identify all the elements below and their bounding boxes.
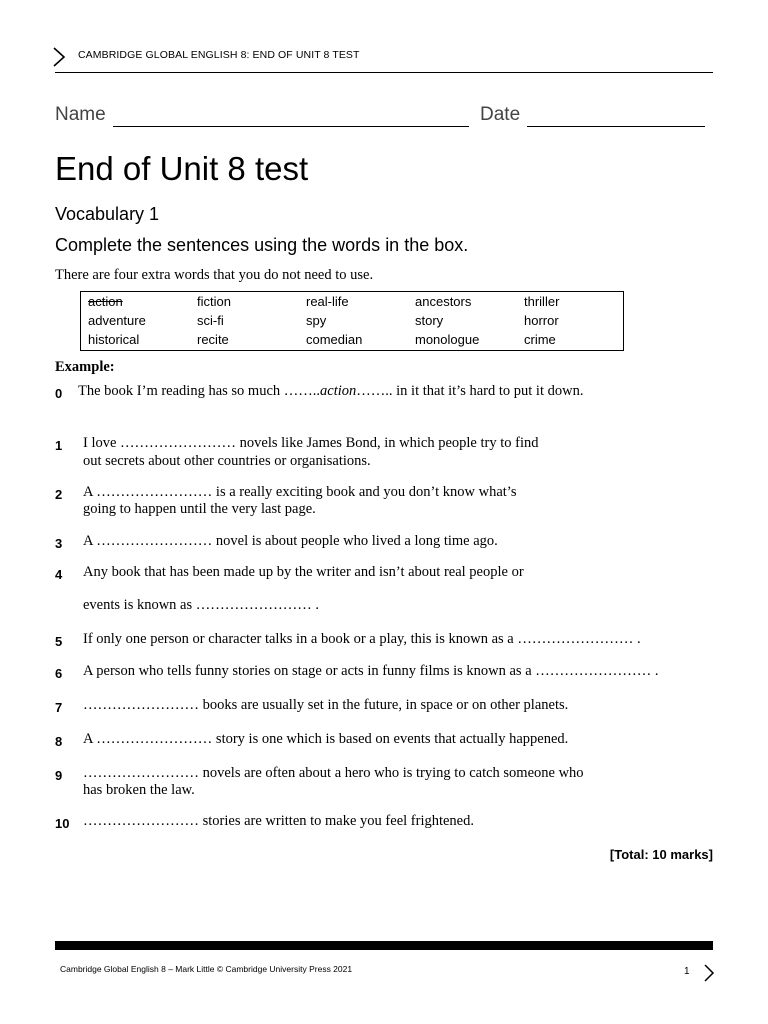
- question-number: 3: [55, 536, 63, 551]
- question-line: A person who tells funny stories on stage or acts in funny films is known as a …………………… .: [83, 663, 659, 679]
- question-line: If only one person or character talks in a book or a play, this is known as a …………………… .: [83, 631, 641, 647]
- question-number: 5: [55, 634, 63, 649]
- question-number: 6: [55, 666, 63, 681]
- question-line: A …………………… story is one which is based on events that actually happened.: [83, 731, 569, 747]
- page-title: End of Unit 8 test: [55, 150, 309, 187]
- example-dots: ……..: [356, 383, 393, 399]
- word-box: [80, 291, 624, 351]
- section-heading: Vocabulary 1: [55, 204, 160, 224]
- word-box-item: ancestors: [415, 294, 472, 309]
- total-marks: [Total: 10 marks]: [609, 847, 713, 862]
- example-label: Example:: [55, 359, 115, 375]
- question-line: A …………………… is a really exciting book and you don’t know what’s: [83, 484, 517, 500]
- question-line: going to happen until the very last page.: [83, 501, 316, 517]
- question-line: …………………… books are usually set in the future, in space or on other planets.: [83, 697, 569, 713]
- question-number: 10: [55, 816, 70, 831]
- question-line: A …………………… novel is about people who lived a long time ago.: [83, 533, 498, 549]
- word-box-item: fiction: [197, 294, 231, 309]
- chevron-right-icon: [50, 47, 68, 67]
- question-number: 8: [55, 734, 63, 749]
- page-number: 1: [684, 966, 690, 977]
- word-box-item: horror: [524, 313, 559, 328]
- word-box-item: thriller: [524, 294, 560, 309]
- word-box-item: spy: [306, 313, 327, 328]
- question-number: 9: [55, 768, 63, 783]
- word-box-item: adventure: [88, 313, 146, 328]
- chevron-right-icon[interactable]: [702, 963, 716, 983]
- instruction-note: There are four extra words that you do not need to use.: [55, 267, 374, 283]
- question-line: out secrets about other countries or organisations.: [83, 453, 371, 469]
- footer-divider: [55, 941, 713, 950]
- example-answer: action: [320, 383, 357, 399]
- question-line: …………………… novels are often about a hero who is trying to catch someone who: [83, 765, 584, 781]
- question-number: 2: [55, 487, 63, 502]
- example-dots: ……..: [283, 383, 321, 399]
- name-label: Name: [55, 104, 106, 125]
- word-box-item: sci-fi: [197, 313, 224, 328]
- instruction: Complete the sentences using the words in the box.: [55, 235, 469, 255]
- header-title: CAMBRIDGE GLOBAL ENGLISH 8: END OF UNIT 8 TEST: [78, 49, 360, 61]
- question-number: 1: [55, 438, 63, 453]
- footer-credit: Cambridge Global English 8 – Mark Little © Cambridge University Press 2021: [60, 964, 353, 974]
- question-line: Any book that has been made up by the writer and isn’t about real people or: [83, 564, 524, 580]
- word-box-item: comedian: [306, 332, 363, 347]
- question-line: events is known as …………………… .: [83, 597, 320, 613]
- date-field[interactable]: [527, 126, 705, 127]
- word-box-item: crime: [524, 332, 556, 347]
- word-box-item: recite: [197, 332, 229, 347]
- word-box-item: historical: [88, 332, 140, 347]
- name-field[interactable]: [113, 126, 469, 127]
- question-line: …………………… stories are written to make you feel frightened.: [83, 813, 474, 829]
- question-line: I love …………………… novels like James Bond, in which people try to find: [83, 435, 539, 451]
- word-box-item: monologue: [415, 332, 480, 347]
- question-number: 4: [55, 567, 63, 582]
- question-line: has broken the law.: [83, 782, 195, 798]
- example-text-before: The book I’m reading has so much: [78, 383, 281, 399]
- question-number: 7: [55, 700, 63, 715]
- word-box-item: action: [88, 294, 123, 309]
- example-text-after: in it that it’s hard to put it down.: [396, 383, 584, 399]
- header-divider: [55, 72, 713, 73]
- example-sentence: [78, 383, 583, 400]
- question-number: 0: [55, 386, 63, 401]
- name-date-row: [55, 104, 713, 134]
- word-box-item: story: [415, 313, 444, 328]
- date-label: Date: [480, 104, 521, 125]
- word-box-item: real-life: [306, 294, 349, 309]
